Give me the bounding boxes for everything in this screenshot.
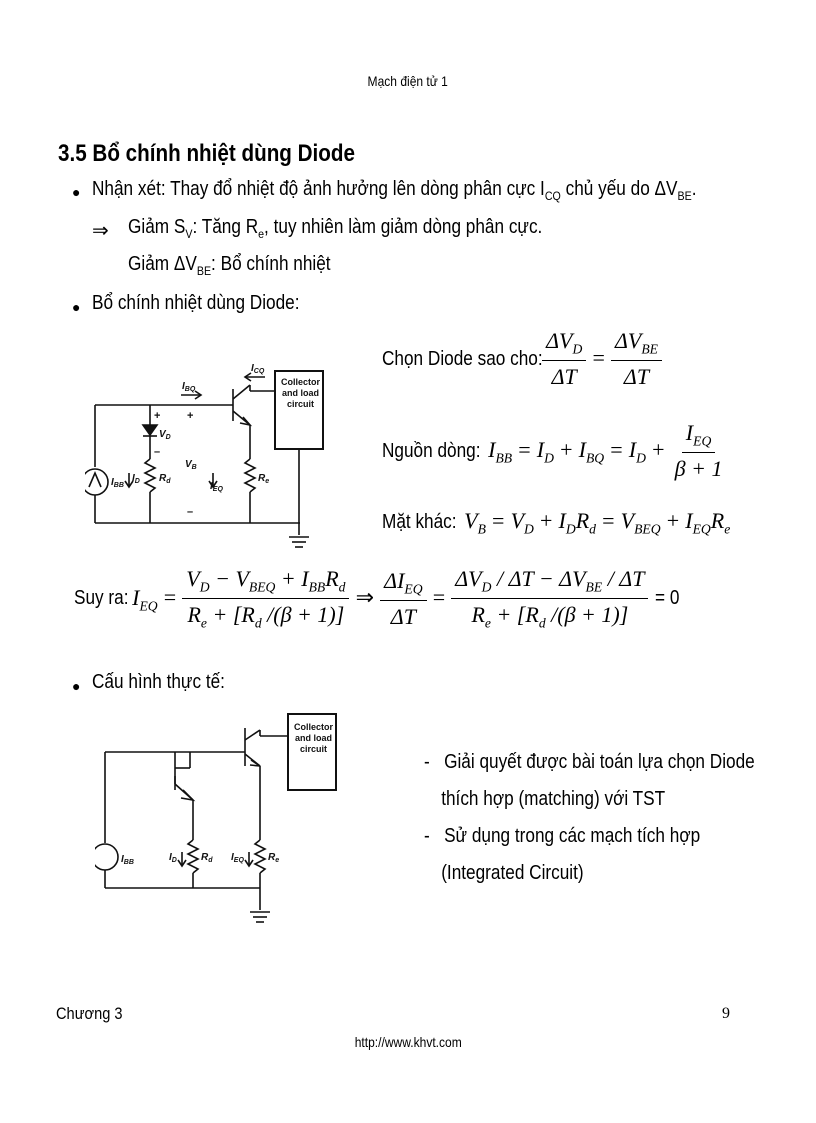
bullet-icon: ●: [72, 184, 81, 200]
diode-bias-circuit-diagram: [85, 355, 345, 565]
svg-text:IEQ: $I_{EQ}$: [231, 852, 244, 864]
equation-base-voltage: Mặt khác: $V_B = V_D + I_DR_d = V_{BEQ} + I_{EQ}R_e$: [382, 508, 731, 537]
svg-text:IBB: $I_{BB}$: [111, 477, 124, 489]
arrow-icon: ⇒: [92, 220, 109, 242]
svg-text:–: –: [154, 446, 161, 458]
svg-text:Rd: $R_d$: [201, 852, 213, 864]
second-line-text: Giảm $\Delta V_{BE}$: Bổ chính nhiệt: [128, 253, 331, 278]
bullet-icon: ●: [72, 299, 81, 315]
svg-text:ID: $I_D$: [132, 473, 140, 485]
arrow-line-text: Giảm $S_V$: Tăng $R_e$, tuy nhiên làm giảm dòng phân cực.: [128, 216, 543, 241]
footer-url[interactable]: http://www.khvt.com: [354, 1034, 462, 1050]
svg-text:Rd: $R_d$: [159, 473, 171, 485]
note-item: - Sử dụng trong các mạch tích hợp: [424, 825, 701, 847]
svg-text:IBQ: $I_{BQ}$: [182, 381, 196, 393]
bullet1-text: Nhận xét: Thay đổ nhiệt độ ảnh hưởng lên dòng phân cực $I_{CQ}$ chủ yếu do $\Delta V_{BE}$.: [92, 178, 697, 203]
bullet2-text: Bổ chính nhiệt dùng Diode:: [92, 292, 300, 314]
footer-chapter: Chương 3: [56, 1004, 123, 1023]
equation-result: Suy ra: $I_{EQ}$ = $\frac{V_D - V_{BEQ} + I_{BB}R_d}{R_e + [R_d /(\beta + 1)]}$ ⇒ $\frac{\Delta I_{EQ}}{\Delta T}$ = $\frac{\Delta V_D / \Delta T - \Delta V_{BE} / \Delta T}{R_e + [R_d /(\beta + 1)]}$ = 0: [74, 566, 679, 631]
svg-text:Re: $R_e$: [268, 852, 280, 864]
svg-text:Collector: Collector: [281, 377, 321, 387]
svg-text:IEQ: $I_{EQ}$: [210, 481, 223, 493]
bullet-icon: ●: [72, 678, 81, 694]
bullet3-text: Cấu hình thực tế:: [92, 671, 225, 693]
svg-text:circuit: circuit: [287, 399, 315, 409]
notes-block: [424, 744, 755, 892]
svg-text:+: +: [187, 410, 194, 422]
svg-text:ID: $I_D$: [169, 852, 177, 864]
page-header: Mạch điện tử 1: [367, 73, 449, 89]
svg-text:+: +: [154, 410, 161, 422]
svg-text:and load: and load: [282, 388, 320, 398]
svg-text:circuit: circuit: [300, 744, 328, 754]
svg-text:Collector: Collector: [294, 722, 334, 732]
note-item: (Integrated Circuit): [441, 862, 584, 884]
note-item: thích hợp (matching) với TST: [441, 788, 666, 810]
equation-diode-condition: Chọn Diode sao cho: $\frac{\Delta V_D}{\Delta T}$ = $\frac{\Delta V_{BE}}{\Delta T}$: [382, 328, 662, 390]
svg-text:VB: $V_B$: [185, 459, 197, 471]
svg-text:–: –: [187, 506, 194, 518]
equation-current-source: Nguồn dòng: $I_{BB} = I_D + I_{BQ} = I_D$ + $\frac{I_{EQ}}{\beta + 1}$: [382, 420, 723, 482]
page-number: 9: [722, 1005, 730, 1022]
svg-text:and load: and load: [295, 733, 333, 743]
section-title: 3.5 Bổ chính nhiệt dùng Diode: [58, 140, 355, 167]
svg-text:VD: $V_D$: [159, 429, 171, 441]
svg-text:Re: $R_e$: [258, 473, 270, 485]
svg-text:IBB: $I_{BB}$: [121, 854, 134, 866]
integrated-circuit-diagram: [95, 710, 355, 935]
note-item: - Giải quyết được bài toán lựa chọn Diode: [424, 751, 755, 773]
svg-text:ICQ: $I_{CQ}$: [251, 363, 265, 375]
